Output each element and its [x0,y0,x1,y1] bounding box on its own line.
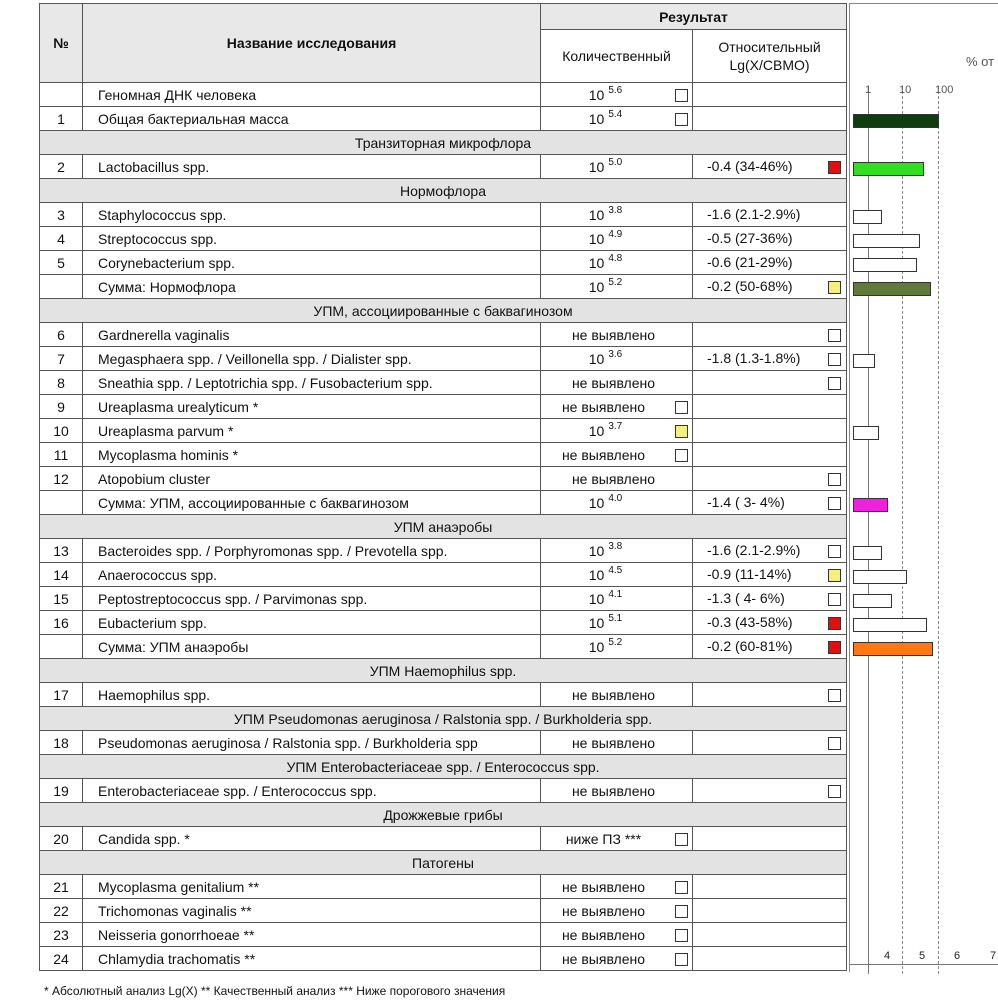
section-title: УПМ анаэробы [40,515,847,539]
quantity-base: 10 [588,422,605,439]
row-number: 10 [40,419,83,443]
relative-value: -1.8 (1.3-1.8%) [707,350,801,366]
quantity-base: 10 [588,542,605,559]
quantity-exponent: 5.2 [608,636,623,648]
section-row [40,707,847,731]
table-row [40,467,847,491]
quantitative-cell [541,419,693,443]
section-title: УПМ Enterobacteriaceae spp. / Enterococcus spp. [40,755,847,779]
test-name: Сумма: УПМ анаэробы [83,635,541,659]
quantity-exponent: 4.0 [608,492,623,504]
status-indicator-box [675,89,688,102]
chart-bar [853,426,879,440]
test-name: Trichomonas vaginalis ** [83,899,541,923]
status-indicator-box [828,737,841,750]
quantitative-cell [541,683,693,707]
quantity-exponent: 3.8 [608,540,623,552]
quantitative-cell [541,347,693,371]
relative-cell [693,155,847,179]
quantitative-cell [541,227,693,251]
status-indicator-box [675,401,688,414]
quantity-text: не выявлено [571,326,656,343]
footnote: * Абсолютный анализ Lg(X) ** Качественный анализ *** Ниже порогового значения [44,984,506,998]
quantity-text: не выявлено [561,950,646,967]
status-indicator-box [675,929,688,942]
table-row [40,539,847,563]
test-name: Ureaplasma parvum * [83,419,541,443]
relative-cell [693,731,847,755]
quantitative-cell [541,203,693,227]
table-row [40,395,847,419]
row-number: 7 [40,347,83,371]
row-number: 5 [40,251,83,275]
test-name: Ureaplasma urealyticum * [83,395,541,419]
chart-gridline [902,86,903,974]
header-quant: Количественный [541,30,693,83]
quantity-exponent: 5.2 [608,276,623,288]
quantitative-cell [541,107,693,131]
chart-bar [853,210,882,224]
row-number: 4 [40,227,83,251]
relative-cell [693,923,847,947]
relative-cell [693,947,847,971]
table-row [40,419,847,443]
row-number: 19 [40,779,83,803]
table-row [40,923,847,947]
test-name: Mycoplasma genitalium ** [83,875,541,899]
chart-bar [853,258,917,272]
quantity-exponent: 4.8 [608,252,623,264]
relative-value: -0.5 (27-36%) [707,230,793,246]
test-name: Streptococcus spp. [83,227,541,251]
relative-cell [693,683,847,707]
relative-cell [693,275,847,299]
row-number: 24 [40,947,83,971]
status-indicator-box [675,113,688,126]
relative-cell [693,563,847,587]
test-name: Сумма: УПМ, ассоциированные с баквагинозом [83,491,541,515]
test-name: Gardnerella vaginalis [83,323,541,347]
quantitative-cell [541,395,693,419]
relative-cell [693,827,847,851]
quantity-base: 10 [588,494,605,511]
table-row [40,731,847,755]
quantity-base: 10 [588,254,605,271]
table-row [40,83,847,107]
chart-bottom-axis [850,964,998,965]
quantity-text: не выявлено [561,878,646,895]
status-indicator-box [828,497,841,510]
test-name: Bacteroides spp. / Porphyromonas spp. / Prevotella spp. [83,539,541,563]
status-indicator-box [675,425,688,438]
quantity-text: не выявлено [571,734,656,751]
status-indicator-box [828,377,841,390]
chart-bar [853,282,931,296]
test-name: Pseudomonas aeruginosa / Ralstonia spp. / Burkholderia spp [83,731,541,755]
row-number: 9 [40,395,83,419]
quantitative-cell [541,947,693,971]
test-name: Atopobium cluster [83,467,541,491]
section-row [40,131,847,155]
section-row [40,299,847,323]
row-number: 3 [40,203,83,227]
quantitative-cell [541,371,693,395]
table-row [40,347,847,371]
quantity-base: 10 [588,86,605,103]
status-indicator-box [675,881,688,894]
quantitative-cell [541,731,693,755]
table-row [40,947,847,971]
table-row [40,155,847,179]
chart-bottom-tick: 4 [884,950,891,962]
table-row [40,107,847,131]
quantity-exponent: 5.0 [608,156,623,168]
status-indicator-box [828,569,841,582]
test-name: Mycoplasma hominis * [83,443,541,467]
row-number: 22 [40,899,83,923]
relative-cell [693,779,847,803]
relative-cell [693,443,847,467]
quantitative-cell [541,83,693,107]
quantity-text: не выявлено [561,902,646,919]
quantity-base: 10 [588,590,605,607]
row-number: 14 [40,563,83,587]
quantity-base: 10 [588,206,605,223]
status-indicator-box [828,473,841,486]
chart-top-tick: 10 [899,84,912,96]
relative-cell [693,323,847,347]
relative-cell [693,203,847,227]
bar-chart-panel [849,3,998,972]
quantity-text: не выявлено [571,782,656,799]
relative-value: -0.2 (50-68%) [707,278,793,294]
row-number [40,491,83,515]
test-name: Peptostreptococcus spp. / Parvimonas spp. [83,587,541,611]
chart-bar [853,498,888,512]
test-name: Chlamydia trachomatis ** [83,947,541,971]
row-number: 2 [40,155,83,179]
status-indicator-box [675,905,688,918]
quantity-base: 10 [588,566,605,583]
chart-bar [853,642,933,656]
relative-cell [693,419,847,443]
chart-top-tick: 100 [935,84,954,96]
test-name: Enterobacteriaceae spp. / Enterococcus spp. [83,779,541,803]
relative-value: -0.9 (11-14%) [707,566,792,582]
quantitative-cell [541,635,693,659]
quantity-text: не выявлено [571,374,656,391]
quantity-text: не выявлено [561,446,646,463]
quantitative-cell [541,611,693,635]
quantitative-cell [541,251,693,275]
chart-bar [853,594,892,608]
relative-value: -0.2 (60-81%) [707,638,793,654]
quantity-base: 10 [588,638,605,655]
status-indicator-box [828,545,841,558]
table-row [40,491,847,515]
quantity-exponent: 4.9 [608,228,623,240]
quantity-exponent: 5.4 [608,108,623,120]
section-title: УПМ Pseudomonas aeruginosa / Ralstonia spp. / Burkholderia spp. [40,707,847,731]
relative-cell [693,491,847,515]
chart-bar [853,354,875,368]
quantitative-cell [541,779,693,803]
test-name: Геномная ДНК человека [83,83,541,107]
quantity-text: не выявлено [571,686,656,703]
section-row [40,515,847,539]
status-indicator-box [828,281,841,294]
quantitative-cell [541,443,693,467]
chart-top-tick: 1 [865,84,872,96]
section-title: УПМ, ассоциированные с баквагинозом [40,299,847,323]
test-name: Общая бактериальная масса [83,107,541,131]
quantitative-cell [541,323,693,347]
chart-bar [853,570,907,584]
quantitative-cell [541,275,693,299]
section-row [40,755,847,779]
row-number: 8 [40,371,83,395]
relative-cell [693,395,847,419]
section-row [40,803,847,827]
quantitative-cell [541,587,693,611]
table-row [40,275,847,299]
quantitative-cell [541,563,693,587]
quantity-text: не выявлено [561,926,646,943]
row-number: 16 [40,611,83,635]
relative-value: -0.6 (21-29%) [707,254,793,270]
quantity-base: 10 [588,158,605,175]
status-indicator-box [828,785,841,798]
status-indicator-box [828,593,841,606]
relative-cell [693,875,847,899]
table-row [40,227,847,251]
status-indicator-box [828,689,841,702]
status-indicator-box [675,449,688,462]
status-indicator-box [675,833,688,846]
test-name: Haemophilus spp. [83,683,541,707]
test-name: Corynebacterium spp. [83,251,541,275]
row-number [40,635,83,659]
table-row [40,875,847,899]
quantitative-cell [541,899,693,923]
relative-value: -1.6 (2.1-2.9%) [707,542,801,558]
quantity-base: 10 [588,614,605,631]
relative-cell [693,107,847,131]
test-name: Megasphaera spp. / Veillonella spp. / Dialister spp. [83,347,541,371]
section-title: Транзиторная микрофлора [40,131,847,155]
section-row [40,851,847,875]
test-name: Eubacterium spp. [83,611,541,635]
quantity-base: 10 [588,278,605,295]
chart-bottom-tick: 6 [954,950,961,962]
header-result: Результат [541,4,847,30]
quantity-exponent: 3.8 [608,204,623,216]
section-title: УПМ Haemophilus spp. [40,659,847,683]
chart-bottom-tick: 5 [919,950,926,962]
quantitative-cell [541,923,693,947]
table-row [40,779,847,803]
row-number: 6 [40,323,83,347]
quantity-exponent: 5.1 [608,612,623,624]
relative-cell [693,539,847,563]
chart-title: % от [966,54,995,69]
row-number [40,83,83,107]
results-table [39,3,847,971]
section-row [40,659,847,683]
section-title: Патогены [40,851,847,875]
quantity-exponent: 3.6 [608,348,623,360]
row-number: 11 [40,443,83,467]
quantity-exponent: 4.5 [608,564,623,576]
quantitative-cell [541,467,693,491]
status-indicator-box [828,641,841,654]
quantity-text: ниже ПЗ *** [565,830,642,847]
quantity-base: 10 [588,230,605,247]
table-row [40,635,847,659]
relative-value: -1.4 ( 3- 4%) [707,494,785,510]
quantitative-cell [541,539,693,563]
header-num: № [40,4,83,83]
quantitative-cell [541,155,693,179]
test-name: Candida spp. * [83,827,541,851]
test-name: Lactobacillus spp. [83,155,541,179]
test-name: Sneathia spp. / Leptotrichia spp. / Fusobacterium spp. [83,371,541,395]
test-name: Сумма: Нормофлора [83,275,541,299]
quantity-exponent: 3.7 [608,420,623,432]
row-number: 13 [40,539,83,563]
relative-value: -1.6 (2.1-2.9%) [707,206,801,222]
chart-gridline [938,86,939,974]
row-number: 23 [40,923,83,947]
relative-cell [693,371,847,395]
relative-cell [693,635,847,659]
relative-cell [693,227,847,251]
relative-value: -0.4 (34-46%) [707,158,793,174]
status-indicator-box [828,329,841,342]
row-number: 21 [40,875,83,899]
quantity-base: 10 [588,350,605,367]
quantity-text: не выявлено [571,470,656,487]
status-indicator-box [828,617,841,630]
table-row [40,563,847,587]
chart-bar [853,618,927,632]
table-row [40,251,847,275]
test-name: Anaerococcus spp. [83,563,541,587]
quantity-exponent: 5.6 [608,84,623,96]
table-row [40,371,847,395]
section-row [40,179,847,203]
table-row [40,323,847,347]
relative-cell [693,467,847,491]
table-row [40,611,847,635]
row-number: 20 [40,827,83,851]
table-row [40,827,847,851]
test-name: Staphylococcus spp. [83,203,541,227]
row-number: 15 [40,587,83,611]
table-row [40,587,847,611]
relative-cell [693,83,847,107]
table-row [40,443,847,467]
quantity-exponent: 4.1 [608,588,623,600]
relative-value: -1.3 ( 4- 6%) [707,590,785,606]
row-number: 12 [40,467,83,491]
section-title: Дрожжевые грибы [40,803,847,827]
row-number [40,275,83,299]
table-row [40,203,847,227]
relative-cell [693,899,847,923]
status-indicator-box [675,953,688,966]
quantitative-cell [541,875,693,899]
chart-bar [853,234,920,248]
row-number: 17 [40,683,83,707]
quantity-text: не выявлено [561,398,646,415]
header-name: Название исследования [83,4,541,83]
table-row [40,899,847,923]
relative-cell [693,347,847,371]
header-relative: Относительный Lg(X/CBMO) [693,30,847,83]
relative-cell [693,611,847,635]
table-row [40,683,847,707]
relative-cell [693,587,847,611]
quantitative-cell [541,491,693,515]
chart-bar [853,546,882,560]
relative-cell [693,251,847,275]
chart-bar [853,162,924,176]
row-number: 18 [40,731,83,755]
status-indicator-box [828,353,841,366]
status-indicator-box [828,161,841,174]
quantity-base: 10 [588,110,605,127]
quantitative-cell [541,827,693,851]
test-name: Neisseria gonorrhoeae ** [83,923,541,947]
chart-bottom-tick: 7 [990,950,997,962]
row-number: 1 [40,107,83,131]
chart-bar [853,114,939,128]
relative-value: -0.3 (43-58%) [707,614,793,630]
section-title: Нормофлора [40,179,847,203]
